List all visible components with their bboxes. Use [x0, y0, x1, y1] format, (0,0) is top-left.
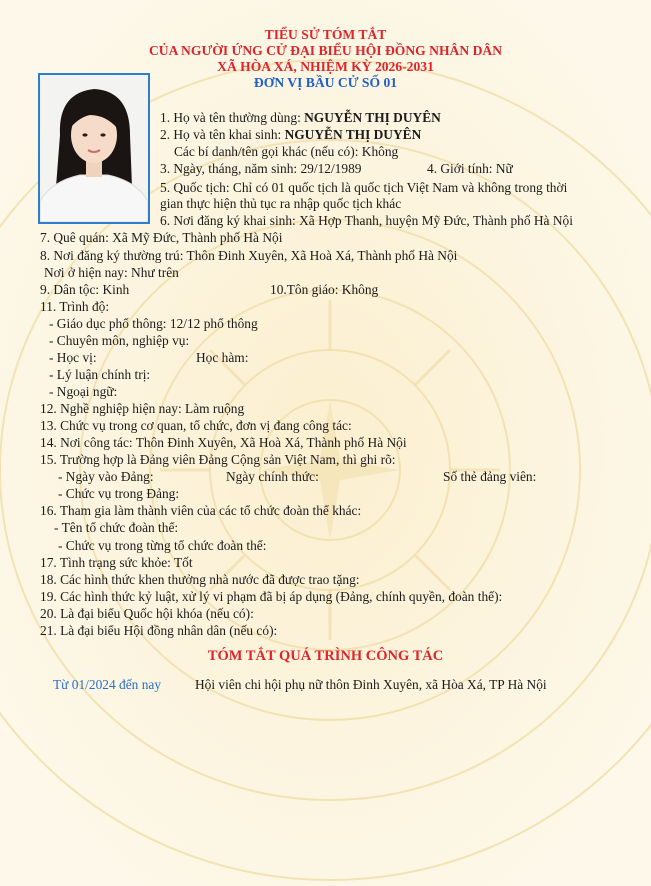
party-official-date-field: Ngày chính thức: [226, 469, 319, 484]
organization-name-field: - Tên tổ chức đoàn thể: [54, 520, 179, 535]
academic-rank-field: Học hàm: [196, 350, 249, 365]
title-line-1: TIỂU SỬ TÓM TẮT [264, 27, 387, 42]
residence-field: 8. Nơi đăng ký thường trú: Thôn Đinh Xuyên, Xã Hoà Xá, Thành phố Hà Nội [40, 248, 458, 263]
field-label: 2. Họ và tên khai sinh: [160, 127, 285, 142]
peoples-council-field: 21. Là đại biểu Hội đồng nhân dân (nếu có): [40, 623, 278, 638]
awards-field: 18. Các hình thức khen thưởng nhà nước đã được trao tặng: [40, 572, 360, 587]
foreign-language-field: - Ngoại ngữ: [49, 384, 118, 399]
party-position-field: - Chức vụ trong Đảng: [58, 486, 180, 501]
field-label: 1. Họ và tên thường dùng: [160, 110, 305, 125]
health-field: 17. Tình trạng sức khỏe: Tốt [40, 555, 193, 570]
party-join-date-field: - Ngày vào Đảng: [58, 469, 154, 484]
occupation-field: 12. Nghề nghiệp hiện nay: Làm ruộng [40, 401, 245, 416]
party-card-number-field: Số thẻ đảng viên: [443, 469, 537, 484]
date-of-birth-field: 3. Ngày, tháng, năm sinh: 29/12/1989 [160, 161, 362, 176]
workplace-field: 14. Nơi công tác: Thôn Đinh Xuyên, Xã Hoà Xá, Thành phố Hà Nội [40, 435, 407, 450]
aliases-field: Các bí danh/tên gọi khác (nếu có): Không [174, 144, 399, 159]
political-theory-field: - Lý luận chính trị: [49, 367, 151, 382]
common-name-value: NGUYỄN THỊ DUYÊN [304, 110, 441, 125]
portrait-photo [38, 73, 150, 224]
title-line-2: CỦA NGƯỜI ỨNG CỬ ĐẠI BIỂU HỘI ĐỒNG NHÂN DÂN [148, 43, 503, 58]
nationality-field-continued: gian thực hiện thủ tục ra nhập quốc tịch khác [160, 196, 402, 211]
work-period: Từ 01/2024 đến nay [53, 677, 162, 692]
birth-name-field [160, 127, 421, 143]
work-description: Hội viên chi hội phụ nữ thôn Đinh Xuyên, xã Hòa Xá, TP Hà Nội [195, 677, 547, 692]
party-heading: 15. Trường hợp là Đảng viên Đảng Cộng sản Việt Nam, thì ghi rõ: [40, 452, 396, 467]
position-field: 13. Chức vụ trong cơ quan, tổ chức, đơn vị đang công tác: [40, 418, 352, 433]
birthplace-field: 6. Nơi đăng ký khai sinh: Xã Hợp Thanh, huyện Mỹ Đức, Thành phố Hà Nội [160, 213, 573, 228]
discipline-field: 19. Các hình thức kỷ luật, xử lý vi phạm đã bị áp dụng (Đảng, chính quyền, đoàn thể): [40, 589, 503, 604]
ethnicity-field: 9. Dân tộc: Kinh [40, 282, 130, 297]
education-heading: 11. Trình độ: [40, 299, 110, 314]
birth-name-value: NGUYỄN THỊ DUYÊN [284, 127, 422, 142]
electoral-unit: ĐƠN VỊ BẦU CỬ SỐ 01 [253, 75, 398, 90]
national-assembly-field: 20. Là đại biểu Quốc hội khóa (nếu có): [40, 606, 254, 621]
religion-field: 10.Tôn giáo: Không [270, 282, 379, 297]
organization-position-field: - Chức vụ trong từng tổ chức đoàn thể: [58, 538, 267, 553]
degree-field: - Học vị: [49, 350, 97, 365]
gender-field: 4. Giới tính: Nữ [427, 161, 513, 176]
nationality-field: 5. Quốc tịch: Chỉ có 01 quốc tịch là quốc tịch Việt Nam và không trong thời [160, 180, 568, 195]
organizations-heading: 16. Tham gia làm thành viên của các tổ chức đoàn thể khác: [40, 503, 362, 518]
work-history-title: TÓM TẮT QUÁ TRÌNH CÔNG TÁC [207, 648, 444, 664]
portrait-photo-icon [40, 75, 148, 222]
general-education-field: - Giáo dục phổ thông: 12/12 phổ thông [49, 316, 258, 331]
hometown-field: 7. Quê quán: Xã Mỹ Đức, Thành phố Hà Nội [40, 230, 283, 245]
common-name-field [160, 110, 441, 126]
title-line-3: XÃ HÒA XÁ, NHIỆM KỲ 2026-2031 [217, 59, 434, 74]
current-address-field: Nơi ở hiện nay: Như trên [44, 265, 179, 280]
specialty-field: - Chuyên môn, nghiệp vụ: [49, 333, 190, 348]
